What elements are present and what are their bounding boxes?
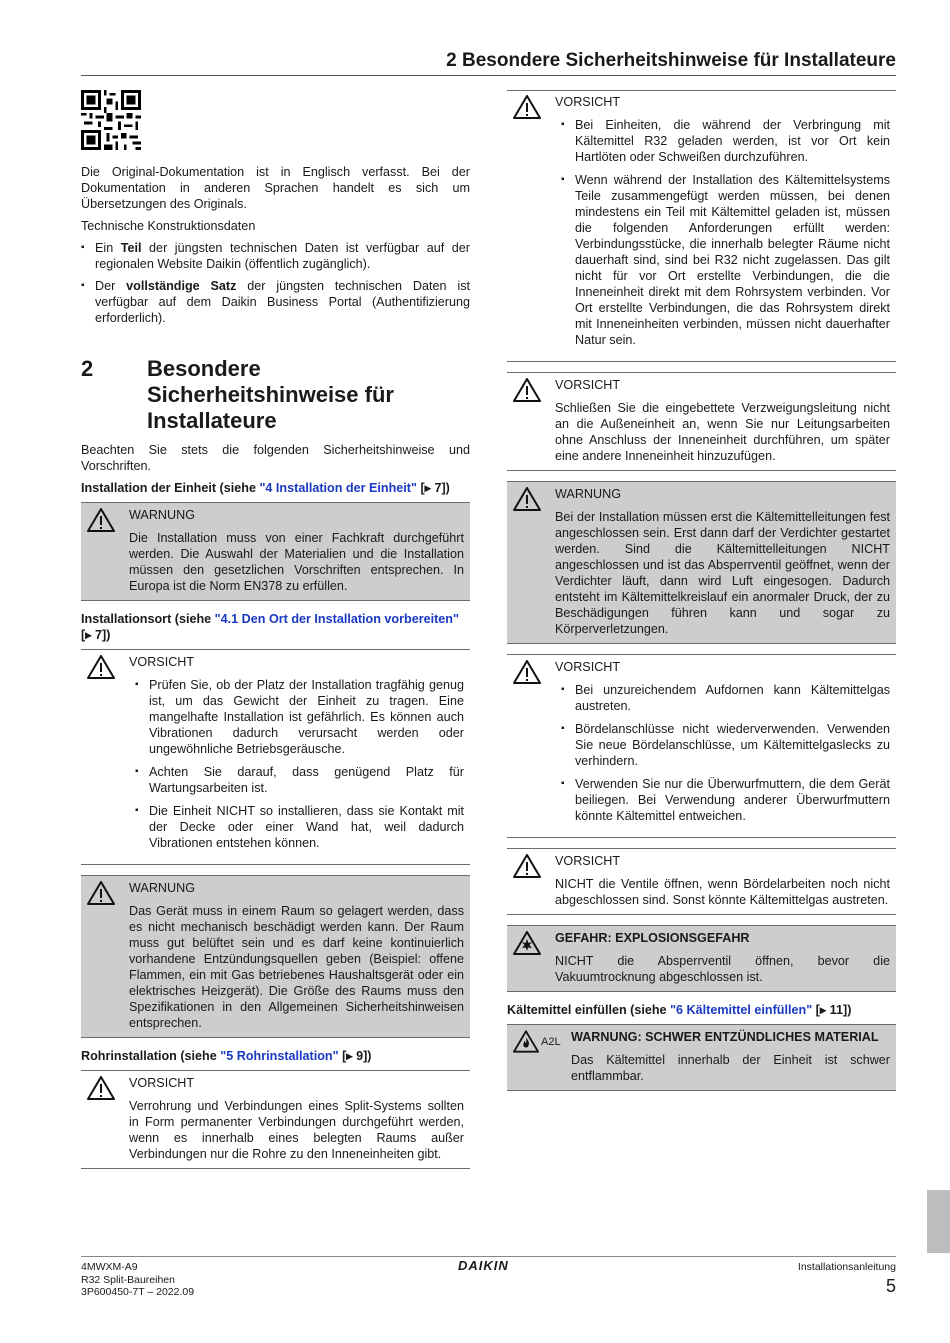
box-text: NICHT die Absperrventil öffnen, bevor die Vakuumtrocknung abgeschlossen ist. — [555, 954, 890, 984]
list-item: ▪ Prüfen Sie, ob der Platz der Installation tragfähig genug ist, um das Gewicht der Einheit zu tragen. Eine mangelhafte Installation ist gefährlich. Es können auch Vibrationen dadurch verursacht werden oder ungewöhnliche Betriebsgeräusche. — [135, 677, 464, 757]
box-title: WARNUNG — [129, 881, 195, 895]
warning-box — [81, 502, 470, 601]
subheading-refrigerant-charging: Kältemittel einfüllen (siehe "6 Kältemittel einfüllen" [▸ 11]) — [507, 1003, 852, 1017]
list-item: ▪ Achten Sie darauf, dass genügend Platz für Wartungsarbeiten ist. — [135, 764, 464, 796]
flammable-icon — [513, 1030, 539, 1053]
footer-right — [798, 1261, 896, 1297]
left-column — [81, 90, 470, 1179]
cross-reference-link[interactable]: "6 Kältemittel einfüllen" — [670, 1003, 813, 1017]
cross-reference-link[interactable]: "4 Installation der Einheit" — [259, 481, 417, 495]
daikin-logo: DAIKIN — [458, 1258, 509, 1273]
list-item: ▪ Wenn während der Installation des Kältemittelsystems Teile zusammengefügt werden müssen, bei denen mindestens ein Teil mit Kältemittel geladen ist, müssen die folgenden Anforderungen erfüllt werden: Verbindungsstücke, die innerhalb belegter Räume nicht dauerhaft sind, sind bei R32 nicht zugelassen. Das gilt nicht für vor Ort erstellte Verbindungen, die die Inneneinheit direkt mit dem Rohrsystem verbinden. Vor Ort erstellte Verbindungen, die das Rohrsystem direkt mit Inneneinheiten verbinden, müssen nicht dauerhafter Natur sein. — [561, 172, 890, 348]
list-item: ▪ Bei Einheiten, die während der Verbringung mit Kältemittel R32 geladen werden, ist vor Ort kein Hartlöten oder Schweißen durchzuführen. — [561, 117, 890, 165]
box-text: Verrohrung und Verbindungen eines Split-Systems sollten in Form permanenter Verbindungen durchgeführt werden, wenn es innerhalb eines belegten Raums außer Verbindungen nur die Rohre zu den Inneneinheiten gibt. — [129, 1099, 464, 1161]
box-title: VORSICHT — [555, 660, 621, 674]
page-header-title: 2 Besondere Sicherheitshinweise für Installateure — [446, 50, 896, 71]
list-item: ▪ Bördelanschlüsse nicht wiederverwenden. Verwenden Sie neue Bördelanschlüsse, um Kältemittelgaslecks zu verhindern. — [561, 721, 890, 769]
list-item: ▪ Verwenden Sie nur die Überwurfmuttern, die dem Gerät beiliegen. Bei Verwendung anderer Überwurfmuttern könnte Kältemittel entweichen. — [561, 776, 890, 824]
qr-code-icon — [81, 90, 141, 150]
subheading-piping: Rohrinstallation (siehe "5 Rohrinstallation" [▸ 9]) — [81, 1049, 372, 1063]
a2l-label: A2L — [541, 1035, 561, 1048]
warning-triangle-icon — [513, 660, 541, 684]
warning-triangle-icon — [513, 378, 541, 402]
tech-data-list — [81, 240, 470, 326]
subheading-installation-unit: Installation der Einheit (siehe "4 Installation der Einheit" [▸ 7]) — [81, 481, 450, 495]
box-title: VORSICHT — [555, 95, 621, 109]
box-text: Das Kältemittel innerhalb der Einheit ist schwer entflammbar. — [571, 1053, 890, 1083]
list-item: ▪ Ein Teil der jüngsten technischen Daten ist verfügbar auf der regionalen Website Daikin (öffentlich zugänglich). — [81, 240, 470, 272]
footer-left — [81, 1261, 194, 1299]
box-title: WARNUNG: SCHWER ENTZÜNDLICHES MATERIAL — [571, 1030, 879, 1044]
warning-triangle-icon — [87, 655, 115, 679]
section-number: 2 — [81, 356, 94, 381]
box-title: VORSICHT — [555, 854, 621, 868]
footer-doc-id: 3P600450-7T – 2022.09 — [81, 1286, 195, 1298]
box-text: Die Installation muss von einer Fachkraft durchgeführt werden. Die Auswahl der Materialien und die Installation müssen den gesetzlichen Vorschriften entsprechen. In Europa ist die Norm EN378 zu erfüllen. — [129, 531, 464, 593]
section-title: Besondere Sicherheitshinweise für Installateure — [147, 356, 394, 433]
warning-box — [507, 481, 896, 644]
page-number: 5 — [885, 1275, 896, 1296]
caution-box — [507, 654, 896, 838]
box-title: WARNUNG — [555, 487, 621, 501]
box-title: WARNUNG — [129, 508, 195, 522]
footer-doc-type: Installationsanleitung — [797, 1261, 896, 1273]
intro-paragraph: Die Original-Dokumentation ist in Englisch verfasst. Bei der Dokumentation in anderen Sprachen handelt es sich um Übersetzungen des Originals. — [81, 165, 470, 211]
subheading-installation-site: Installationsort (siehe "4.1 Den Ort der Installation vorbereiten" [▸ 7]) — [81, 612, 459, 642]
box-title: VORSICHT — [129, 655, 195, 669]
header-divider — [81, 75, 896, 76]
caution-box — [507, 848, 896, 915]
explosion-hazard-icon — [513, 931, 541, 955]
warning-triangle-icon — [513, 854, 541, 878]
footer-model: 4MWXM-A9 — [81, 1261, 138, 1273]
warning-triangle-icon — [87, 1076, 115, 1100]
section-intro: Beachten Sie stets die folgenden Sicherheitshinweise und Vorschriften. — [81, 443, 470, 473]
section-heading — [81, 356, 470, 434]
tech-data-heading: Technische Konstruktionsdaten — [81, 219, 256, 233]
warning-box — [507, 1024, 896, 1091]
footer-divider — [81, 1256, 896, 1257]
danger-box — [507, 925, 896, 992]
box-title: VORSICHT — [555, 378, 621, 392]
box-text: NICHT die Ventile öffnen, wenn Bördelarbeiten noch nicht abgeschlossen sind. Sonst könnte Kältemittelgas austreten. — [555, 877, 890, 907]
list-item: ▪ Die Einheit NICHT so installieren, dass sie Kontakt mit der Decke oder einer Wand hat, weil dadurch Vibrationen entstehen können. — [135, 803, 464, 851]
caution-box — [507, 372, 896, 471]
cross-reference-link[interactable]: "4.1 Den Ort der Installation vorbereiten" — [214, 612, 459, 626]
box-text: Das Gerät muss in einem Raum so gelagert werden, dass es nicht mechanisch beschädigt werden kann. Der Raum muss gut belüftet sein und es darf keine kontinuierlich vorhandene Entzündungsquellen geben (Beispiel: offene Flammen, ein mit Gas betriebenes Haushaltsgerät oder ein elektrisches Heizgerät). Die Größe des Raums muss den Spezifikationen in den Allgemeinen Sicherheitshinweisen entsprechen. — [129, 904, 464, 1030]
list-item: ▪ Bei unzureichendem Aufdornen kann Kältemittelgas austreten. — [561, 682, 890, 714]
box-text: Bei der Installation müssen erst die Kältemittelleitungen fest angeschlossen sein. Erst dann darf der Verdichter gestartet werden. Sind die Kältemittelleitungen NICHT angeschlossen und ist das Absperrventil geöffnet, wenn der Verdichter läuft, dann wird Luft eingesogen. Dadurch entsteht im Kältemittelkreislauf ein anormaler Druck, der zu Beschädigungen führen kann und sogar zu Körperverletzungen. — [555, 510, 890, 636]
warning-triangle-icon — [513, 95, 541, 119]
box-title: GEFAHR: EXPLOSIONSGEFAHR — [555, 931, 750, 945]
caution-box — [81, 649, 470, 865]
warning-triangle-icon — [87, 508, 115, 532]
list-item: ▪ Der vollständige Satz der jüngsten technischen Daten ist verfügbar auf dem Daikin Business Portal (Authentifizierung erforderlich). — [81, 278, 470, 326]
caution-box — [81, 1070, 470, 1169]
chapter-tab-marker — [927, 1190, 950, 1253]
warning-triangle-icon — [87, 881, 115, 905]
warning-triangle-icon — [513, 487, 541, 511]
caution-box — [507, 90, 896, 362]
box-text: Schließen Sie die eingebettete Verzweigungsleitung nicht an die Außeneinheit an, wenn Sie nur Leitungsarbeiten ohne Anschluss der Inneneinheit durchführen, um später eine andere Inneneinheit hinzuzufügen. — [555, 401, 890, 463]
box-title: VORSICHT — [129, 1076, 195, 1090]
footer-series: R32 Split-Baureihen — [81, 1273, 175, 1286]
cross-reference-link[interactable]: "5 Rohrinstallation" — [220, 1049, 339, 1063]
warning-box — [81, 875, 470, 1038]
right-column — [507, 90, 896, 1101]
